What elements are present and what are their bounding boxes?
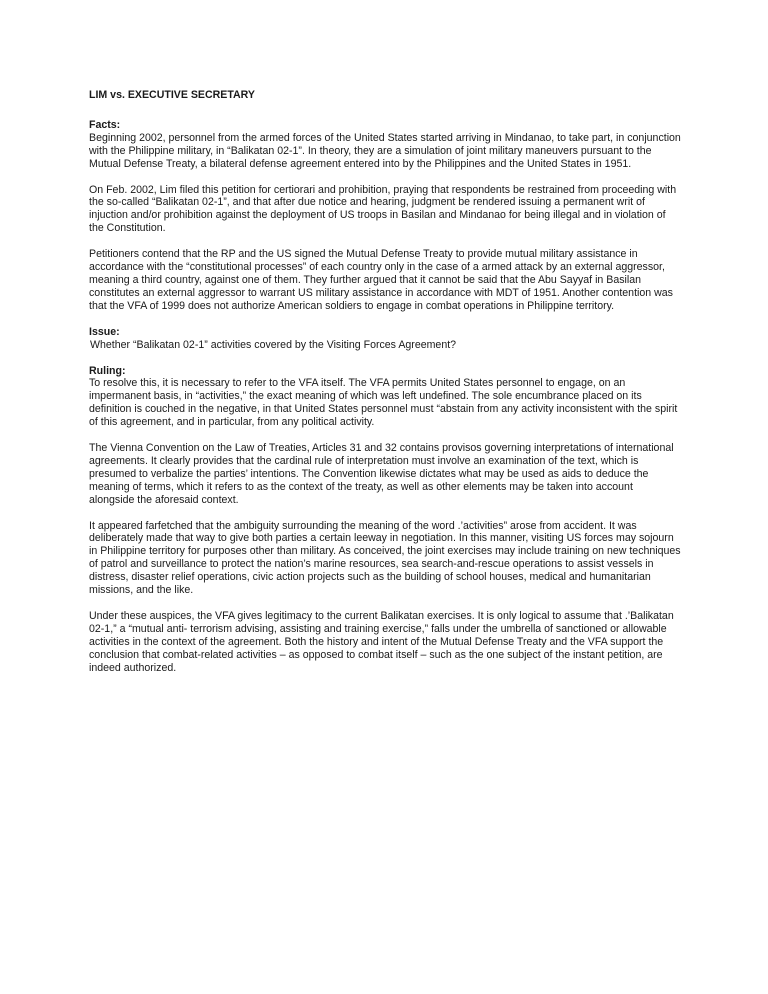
facts-paragraph-2: On Feb. 2002, Lim filed this petition for certiorari and prohibition, praying that respondents be restrained from proceeding with the so-called “Balikatan 02-1”, and that after due notice and hearing, judgment be rendered issuing a permanent writ of injuction and/or prohibition against the deployment of US troops in Basilan and Mindanao for being illegal and in violation of the Constitution. — [89, 183, 677, 235]
ruling-paragraph-4: Under these auspices, the VFA gives legitimacy to the current Balikatan exercises. It is only logical to assume that .’Balikatan 02-1,” a “mutual anti- terrorism advising, assisting and training exercise,” falls under the umbrella of sanctioned or allowable activities in the context of the agreement. Both the history and intent of the Mutual Defense Treaty and the VFA support the conclusion that combat-related activities – as opposed to combat itself – such as the one subject of the instant petition, are indeed authorized. — [89, 610, 674, 674]
ruling-paragraph-3: It appeared farfetched that the ambiguity surrounding the meaning of the word .’activities” arose from accident. It was deliberately made that way to give both parties a certain leeway in negotiation. In this manner, visiting US forces may sojourn in Philippine territory for purposes other than military. As conceived, the joint exercises may include training on new techniques of patrol and surveillance to protect the nation’s marine resources, sea search-and-rescue operations to assist vessels in distress, disaster relief operations, civic action projects such as the building of school houses, medical and humanitarian missions, and the like. — [89, 519, 681, 597]
issue-section — [89, 326, 681, 352]
facts-paragraph-1: Beginning 2002, personnel from the armed forces of the United States started arriving in Mindanao, to take part, in conjunction with the Philippine military, in “Balikatan 02-1”. In theory, they are a simulation of joint military maneuvers pursuant to the Mutual Defense Treaty, a bilateral defense agreement entered into by the Philippines and the United States in 1951. — [89, 131, 681, 170]
ruling-heading: Ruling: — [89, 364, 126, 377]
document-page — [89, 89, 681, 688]
facts-paragraph-3: Petitioners contend that the RP and the US signed the Mutual Defense Treaty to provide mutual military assistance in accordance with the “constitutional processes” of each country only in the case of a armed attack by an external aggressor, meaning a third country, against one of them. They further argued that it cannot be said that the Abu Sayyaf in Basilan constitutes an external aggressor to warrant US military assistance in accordance with MDT of 1951. Another contention was that the VFA of 1999 does not authorize American soldiers to engage in combat operations in Philippine territory. — [89, 248, 673, 312]
issue-heading: Issue: — [89, 325, 120, 338]
document-title: LIM vs. EXECUTIVE SECRETARY — [89, 89, 255, 101]
issue-text: Whether “Balikatan 02-1” activities covered by the Visiting Forces Agreement? — [90, 338, 457, 351]
ruling-paragraph-1: To resolve this, it is necessary to refer to the VFA itself. The VFA permits United States personnel to engage, on an impermanent basis, in “activities,” the exact meaning of which was left undefined. The sole encumbrance placed on its definition is couched in the negative, in that United States personnel must “abstain from any activity inconsistent with the spirit of this agreement, and in particular, from any political activity. — [89, 377, 678, 429]
facts-section — [89, 119, 681, 313]
ruling-paragraph-2: The Vienna Convention on the Law of Treaties, Articles 31 and 32 contains provisos governing interpretations of international agreements. It clearly provides that the cardinal rule of interpretation must involve an examination of the text, which is presumed to verbalize the parties’ intentions. The Convention likewise dictates what may be used as aids to deduce the meaning of terms, which it refers to as the context of the treaty, as well as other elements may be taken into account alongside the aforesaid context. — [89, 442, 674, 506]
facts-heading: Facts: — [89, 118, 121, 131]
ruling-section — [89, 365, 681, 675]
